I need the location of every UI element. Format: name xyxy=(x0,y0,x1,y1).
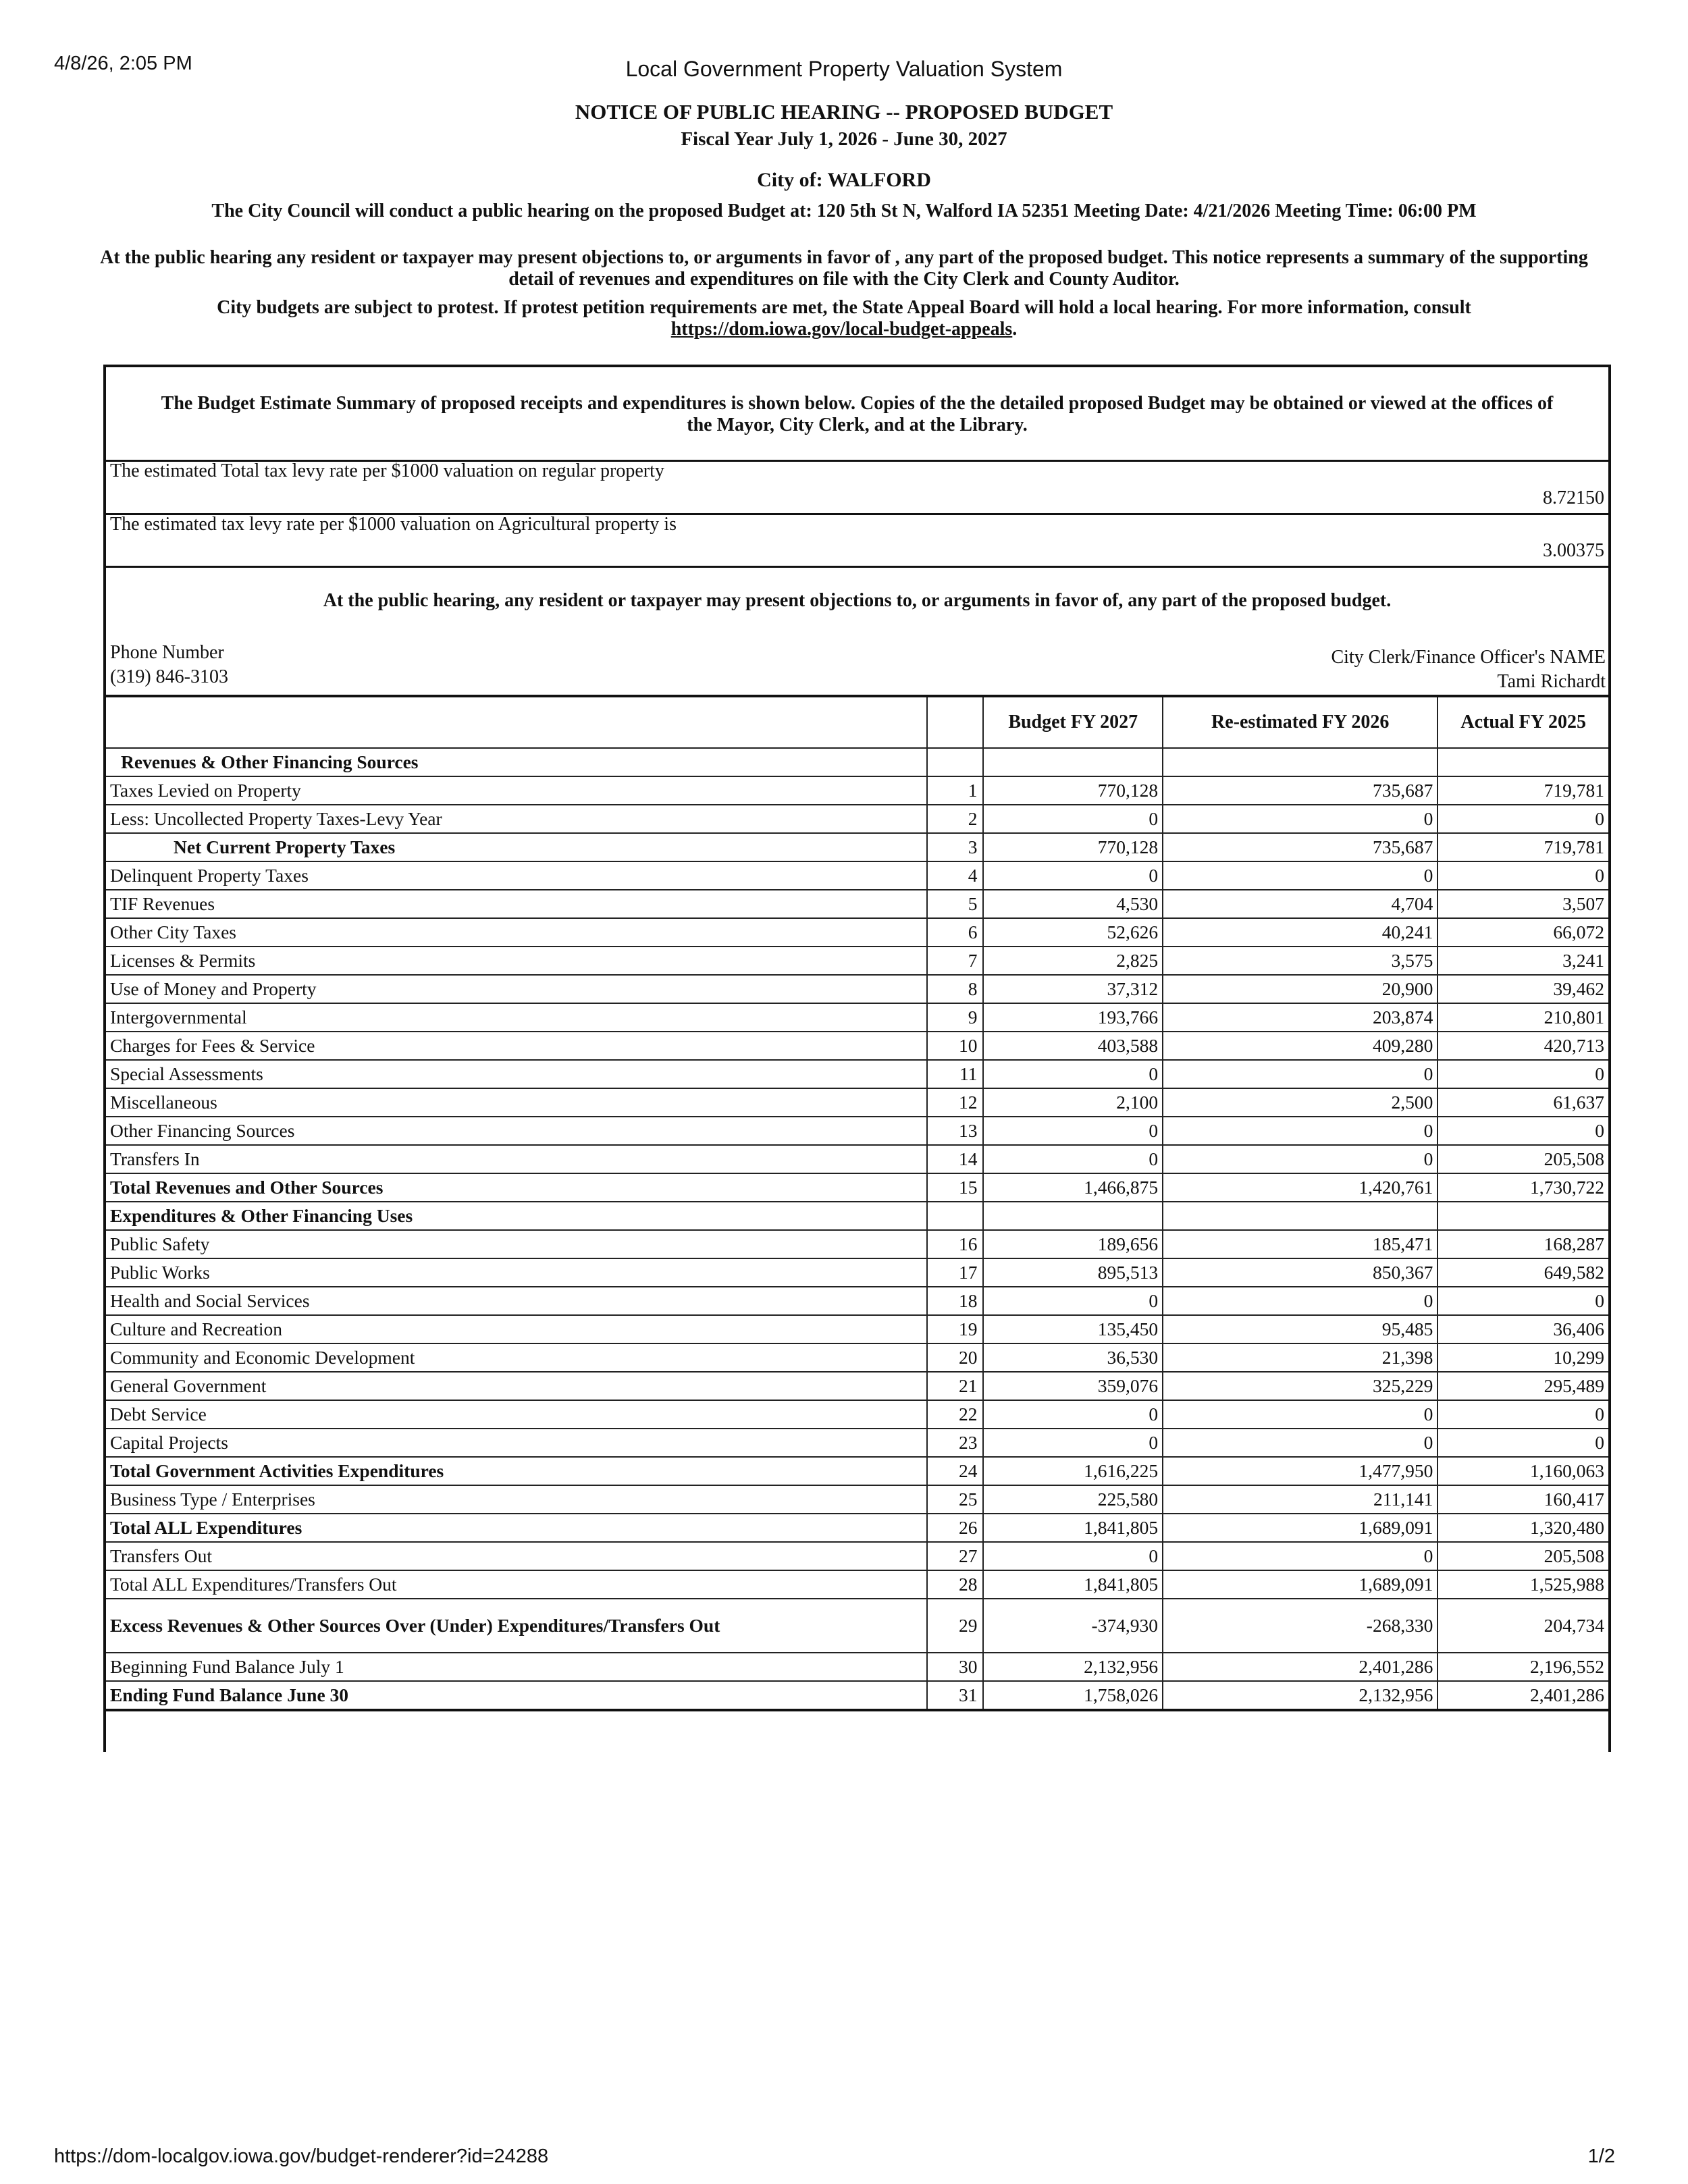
row-line-number: 13 xyxy=(927,1117,984,1145)
row-actual-fy2025: 10,299 xyxy=(1438,1343,1610,1372)
row-line-number: 15 xyxy=(927,1173,984,1202)
row-actual-fy2025: 0 xyxy=(1438,1429,1610,1457)
row-budget-fy2027: 2,132,956 xyxy=(983,1653,1163,1681)
row-budget-fy2027: 2,825 xyxy=(983,947,1163,975)
row-actual-fy2025: 3,507 xyxy=(1438,890,1610,918)
row-line-number: 23 xyxy=(927,1429,984,1457)
row-reestimated-fy2026: 1,420,761 xyxy=(1163,1173,1438,1202)
row-reestimated-fy2026: 735,687 xyxy=(1163,833,1438,861)
row-reestimated-fy2026: 211,141 xyxy=(1163,1485,1438,1514)
row-label: Capital Projects xyxy=(105,1429,927,1457)
row-reestimated-fy2026: 4,704 xyxy=(1163,890,1438,918)
row-line-number: 28 xyxy=(927,1570,984,1599)
row-line-number: 6 xyxy=(927,918,984,947)
row-line-number: 10 xyxy=(927,1032,984,1060)
print-date: 4/8/26, 2:05 PM xyxy=(54,53,192,74)
row-budget-fy2027: 1,758,026 xyxy=(983,1681,1163,1710)
row-budget-fy2027: 189,656 xyxy=(983,1230,1163,1258)
row-budget-fy2027: 1,466,875 xyxy=(983,1173,1163,1202)
row-line-number: 26 xyxy=(927,1514,984,1542)
row-line-number xyxy=(927,1202,984,1230)
row-label: Public Safety xyxy=(105,1230,927,1258)
table-row xyxy=(105,890,1610,918)
row-label: Debt Service xyxy=(105,1400,927,1429)
row-label: Transfers Out xyxy=(105,1542,927,1570)
row-actual-fy2025: 205,508 xyxy=(1438,1542,1610,1570)
row-reestimated-fy2026: 0 xyxy=(1163,1429,1438,1457)
ag-levy-label: The estimated tax levy rate per $1000 valuation on Agricultural property is xyxy=(110,514,677,535)
row-budget-fy2027: -374,930 xyxy=(983,1599,1163,1653)
row-label: Transfers In xyxy=(105,1145,927,1173)
row-actual-fy2025: 1,320,480 xyxy=(1438,1514,1610,1542)
row-budget-fy2027: 359,076 xyxy=(983,1372,1163,1400)
row-actual-fy2025: 210,801 xyxy=(1438,1003,1610,1032)
row-line-number: 1 xyxy=(927,776,984,805)
row-reestimated-fy2026: 1,689,091 xyxy=(1163,1514,1438,1542)
row-budget-fy2027: 36,530 xyxy=(983,1343,1163,1372)
header-budget: Budget FY 2027 xyxy=(983,696,1163,748)
row-budget-fy2027: 0 xyxy=(983,1117,1163,1145)
row-reestimated-fy2026 xyxy=(1163,1202,1438,1230)
row-reestimated-fy2026: 0 xyxy=(1163,1145,1438,1173)
table-row xyxy=(105,1542,1610,1570)
row-line-number: 25 xyxy=(927,1485,984,1514)
row-reestimated-fy2026: 0 xyxy=(1163,1287,1438,1315)
row-label: Special Assessments xyxy=(105,1060,927,1088)
row-line-number: 18 xyxy=(927,1287,984,1315)
header-reestimated: Re-estimated FY 2026 xyxy=(1163,696,1438,748)
hearing-details: The City Council will conduct a public hearing on the proposed Budget at: 120 5th St N, Walford IA 52351 Meeting Date: 4/21/2026 Meeting Time: 06:00 PM xyxy=(211,201,1477,221)
row-label: TIF Revenues xyxy=(105,890,927,918)
table-row xyxy=(105,1400,1610,1429)
divider xyxy=(106,566,1608,568)
row-actual-fy2025 xyxy=(1438,748,1610,776)
row-reestimated-fy2026: 2,132,956 xyxy=(1163,1681,1438,1710)
row-reestimated-fy2026: 0 xyxy=(1163,805,1438,833)
row-budget-fy2027: 135,450 xyxy=(983,1315,1163,1343)
row-label: Other Financing Sources xyxy=(105,1117,927,1145)
row-line-number: 7 xyxy=(927,947,984,975)
row-line-number: 19 xyxy=(927,1315,984,1343)
row-line-number: 11 xyxy=(927,1060,984,1088)
row-reestimated-fy2026: 0 xyxy=(1163,1117,1438,1145)
budget-table xyxy=(103,695,1611,1711)
row-budget-fy2027: 225,580 xyxy=(983,1485,1163,1514)
row-line-number: 12 xyxy=(927,1088,984,1117)
table-row xyxy=(105,1287,1610,1315)
table-row xyxy=(105,748,1610,776)
table-row xyxy=(105,1060,1610,1088)
row-reestimated-fy2026: 20,900 xyxy=(1163,975,1438,1003)
protest-notice xyxy=(81,297,1607,340)
table-row xyxy=(105,1145,1610,1173)
header-line-no xyxy=(927,696,984,748)
row-actual-fy2025: 0 xyxy=(1438,861,1610,890)
row-budget-fy2027: 2,100 xyxy=(983,1088,1163,1117)
row-line-number: 5 xyxy=(927,890,984,918)
row-budget-fy2027: 0 xyxy=(983,1429,1163,1457)
header-actual: Actual FY 2025 xyxy=(1438,696,1610,748)
row-line-number xyxy=(927,748,984,776)
row-line-number: 21 xyxy=(927,1372,984,1400)
row-budget-fy2027: 4,530 xyxy=(983,890,1163,918)
row-label: Intergovernmental xyxy=(105,1003,927,1032)
table-row xyxy=(105,918,1610,947)
row-label: Less: Uncollected Property Taxes-Levy Year xyxy=(105,805,927,833)
row-line-number: 8 xyxy=(927,975,984,1003)
row-label: Charges for Fees & Service xyxy=(105,1032,927,1060)
row-actual-fy2025: 1,730,722 xyxy=(1438,1173,1610,1202)
row-reestimated-fy2026: 409,280 xyxy=(1163,1032,1438,1060)
row-budget-fy2027 xyxy=(983,748,1163,776)
row-actual-fy2025: 420,713 xyxy=(1438,1032,1610,1060)
row-actual-fy2025: 2,196,552 xyxy=(1438,1653,1610,1681)
row-line-number: 16 xyxy=(927,1230,984,1258)
hearing-reminder: At the public hearing, any resident or taxpayer may present objections to, or arguments in favor of, any part of the proposed budget. xyxy=(323,590,1392,611)
row-label: Culture and Recreation xyxy=(105,1315,927,1343)
city-line: City of: WALFORD xyxy=(757,169,931,191)
row-actual-fy2025: 295,489 xyxy=(1438,1372,1610,1400)
table-body xyxy=(105,748,1610,1710)
protest-text: City budgets are subject to protest. If protest petition requirements are met, the State Appeal Board will hold a local hearing. For more information, consult xyxy=(217,297,1471,318)
table-row xyxy=(105,1599,1610,1653)
row-line-number: 31 xyxy=(927,1681,984,1710)
phone-label: Phone Number xyxy=(110,642,224,663)
table-row xyxy=(105,1230,1610,1258)
row-actual-fy2025: 66,072 xyxy=(1438,918,1610,947)
row-line-number: 27 xyxy=(927,1542,984,1570)
row-line-number: 30 xyxy=(927,1653,984,1681)
row-reestimated-fy2026: 0 xyxy=(1163,1060,1438,1088)
row-label: Total Revenues and Other Sources xyxy=(105,1173,927,1202)
row-reestimated-fy2026: 95,485 xyxy=(1163,1315,1438,1343)
row-budget-fy2027: 895,513 xyxy=(983,1258,1163,1287)
row-line-number: 24 xyxy=(927,1457,984,1485)
system-title: Local Government Property Valuation System xyxy=(625,57,1063,81)
row-label: Other City Taxes xyxy=(105,918,927,947)
row-reestimated-fy2026: 2,401,286 xyxy=(1163,1653,1438,1681)
row-budget-fy2027: 0 xyxy=(983,1287,1163,1315)
row-reestimated-fy2026: 1,477,950 xyxy=(1163,1457,1438,1485)
notice-title: NOTICE OF PUBLIC HEARING -- PROPOSED BUDGET xyxy=(575,100,1113,124)
row-reestimated-fy2026: 185,471 xyxy=(1163,1230,1438,1258)
row-label: Net Current Property Taxes xyxy=(105,833,927,861)
table-row xyxy=(105,1117,1610,1145)
row-budget-fy2027 xyxy=(983,1202,1163,1230)
ag-levy-value: 3.00375 xyxy=(1543,540,1604,561)
protest-end: . xyxy=(1012,319,1018,340)
table-row xyxy=(105,1514,1610,1542)
table-row xyxy=(105,833,1610,861)
row-label: Licenses & Permits xyxy=(105,947,927,975)
phone-number: (319) 846-3103 xyxy=(110,666,228,687)
row-label: Revenues & Other Financing Sources xyxy=(105,748,927,776)
table-row xyxy=(105,1570,1610,1599)
row-reestimated-fy2026: 735,687 xyxy=(1163,776,1438,805)
row-label: Delinquent Property Taxes xyxy=(105,861,927,890)
table-row xyxy=(105,1173,1610,1202)
row-budget-fy2027: 1,841,805 xyxy=(983,1570,1163,1599)
row-reestimated-fy2026: 325,229 xyxy=(1163,1372,1438,1400)
row-budget-fy2027: 52,626 xyxy=(983,918,1163,947)
row-label: Health and Social Services xyxy=(105,1287,927,1315)
row-budget-fy2027: 0 xyxy=(983,1542,1163,1570)
table-row xyxy=(105,1032,1610,1060)
fiscal-year: Fiscal Year July 1, 2026 - June 30, 2027 xyxy=(681,128,1007,150)
row-budget-fy2027: 1,616,225 xyxy=(983,1457,1163,1485)
row-label: Expenditures & Other Financing Uses xyxy=(105,1202,927,1230)
table-row xyxy=(105,1202,1610,1230)
clerk-name: Tami Richardt xyxy=(1497,671,1606,692)
regular-levy-label: The estimated Total tax levy rate per $1000 valuation on regular property xyxy=(110,460,664,481)
row-label: Use of Money and Property xyxy=(105,975,927,1003)
table-row xyxy=(105,1457,1610,1485)
row-reestimated-fy2026: 850,367 xyxy=(1163,1258,1438,1287)
row-actual-fy2025: 719,781 xyxy=(1438,833,1610,861)
row-actual-fy2025 xyxy=(1438,1202,1610,1230)
row-actual-fy2025: 39,462 xyxy=(1438,975,1610,1003)
table-row xyxy=(105,975,1610,1003)
phone-block xyxy=(110,641,228,689)
row-reestimated-fy2026: -268,330 xyxy=(1163,1599,1438,1653)
table-row xyxy=(105,1372,1610,1400)
table-row xyxy=(105,1088,1610,1117)
budget-summary-box xyxy=(103,365,1611,1752)
row-line-number: 22 xyxy=(927,1400,984,1429)
row-label: General Government xyxy=(105,1372,927,1400)
row-budget-fy2027: 0 xyxy=(983,805,1163,833)
row-budget-fy2027: 0 xyxy=(983,861,1163,890)
row-budget-fy2027: 37,312 xyxy=(983,975,1163,1003)
row-reestimated-fy2026: 3,575 xyxy=(1163,947,1438,975)
row-reestimated-fy2026: 40,241 xyxy=(1163,918,1438,947)
row-reestimated-fy2026: 2,500 xyxy=(1163,1088,1438,1117)
row-line-number: 2 xyxy=(927,805,984,833)
row-actual-fy2025: 36,406 xyxy=(1438,1315,1610,1343)
page-number: 1/2 xyxy=(1587,2146,1615,2167)
row-label: Business Type / Enterprises xyxy=(105,1485,927,1514)
table-row xyxy=(105,1315,1610,1343)
row-label: Total ALL Expenditures xyxy=(105,1514,927,1542)
row-label: Taxes Levied on Property xyxy=(105,776,927,805)
row-budget-fy2027: 770,128 xyxy=(983,833,1163,861)
table-row xyxy=(105,947,1610,975)
row-line-number: 4 xyxy=(927,861,984,890)
row-budget-fy2027: 403,588 xyxy=(983,1032,1163,1060)
row-label: Beginning Fund Balance July 1 xyxy=(105,1653,927,1681)
table-row xyxy=(105,1485,1610,1514)
clerk-block xyxy=(1331,645,1606,694)
row-line-number: 14 xyxy=(927,1145,984,1173)
table-row xyxy=(105,1653,1610,1681)
row-label: Total Government Activities Expenditures xyxy=(105,1457,927,1485)
row-actual-fy2025: 204,734 xyxy=(1438,1599,1610,1653)
row-actual-fy2025: 205,508 xyxy=(1438,1145,1610,1173)
row-actual-fy2025: 719,781 xyxy=(1438,776,1610,805)
table-header-row xyxy=(105,696,1610,748)
row-reestimated-fy2026: 203,874 xyxy=(1163,1003,1438,1032)
regular-levy-value: 8.72150 xyxy=(1543,487,1604,508)
header-label xyxy=(105,696,927,748)
row-line-number: 9 xyxy=(927,1003,984,1032)
table-row xyxy=(105,805,1610,833)
appeals-link[interactable]: https://dom.iowa.gov/local-budget-appeals xyxy=(670,319,1013,340)
row-line-number: 3 xyxy=(927,833,984,861)
row-actual-fy2025: 649,582 xyxy=(1438,1258,1610,1287)
row-line-number: 20 xyxy=(927,1343,984,1372)
row-reestimated-fy2026: 0 xyxy=(1163,1542,1438,1570)
row-actual-fy2025: 0 xyxy=(1438,1287,1610,1315)
row-actual-fy2025: 160,417 xyxy=(1438,1485,1610,1514)
row-actual-fy2025: 0 xyxy=(1438,805,1610,833)
row-reestimated-fy2026: 0 xyxy=(1163,861,1438,890)
row-label: Excess Revenues & Other Sources Over (Under) Expenditures/Transfers Out xyxy=(105,1599,927,1653)
table-row xyxy=(105,776,1610,805)
clerk-label: City Clerk/Finance Officer's NAME xyxy=(1331,647,1606,668)
row-budget-fy2027: 770,128 xyxy=(983,776,1163,805)
row-actual-fy2025: 3,241 xyxy=(1438,947,1610,975)
footer-url: https://dom-localgov.iowa.gov/budget-renderer?id=24288 xyxy=(54,2146,549,2167)
row-actual-fy2025: 1,525,988 xyxy=(1438,1570,1610,1599)
row-label: Total ALL Expenditures/Transfers Out xyxy=(105,1570,927,1599)
table-row xyxy=(105,1258,1610,1287)
row-actual-fy2025: 61,637 xyxy=(1438,1088,1610,1117)
row-label: Miscellaneous xyxy=(105,1088,927,1117)
row-label: Ending Fund Balance June 30 xyxy=(105,1681,927,1710)
row-budget-fy2027: 0 xyxy=(983,1060,1163,1088)
table-row xyxy=(105,861,1610,890)
row-line-number: 17 xyxy=(927,1258,984,1287)
summary-intro: The Budget Estimate Summary of proposed receipts and expenditures is shown below. Copies of the the detailed proposed Budget may be obtained or viewed at the offices of the Mayor, City Clerk, and at the Library. xyxy=(161,393,1554,435)
row-budget-fy2027: 1,841,805 xyxy=(983,1514,1163,1542)
row-actual-fy2025: 168,287 xyxy=(1438,1230,1610,1258)
table-row xyxy=(105,1429,1610,1457)
row-reestimated-fy2026 xyxy=(1163,748,1438,776)
row-budget-fy2027: 193,766 xyxy=(983,1003,1163,1032)
row-actual-fy2025: 1,160,063 xyxy=(1438,1457,1610,1485)
row-actual-fy2025: 0 xyxy=(1438,1060,1610,1088)
row-reestimated-fy2026: 1,689,091 xyxy=(1163,1570,1438,1599)
table-row xyxy=(105,1003,1610,1032)
table-row xyxy=(105,1343,1610,1372)
row-actual-fy2025: 0 xyxy=(1438,1117,1610,1145)
row-label: Public Works xyxy=(105,1258,927,1287)
row-budget-fy2027: 0 xyxy=(983,1400,1163,1429)
row-line-number: 29 xyxy=(927,1599,984,1653)
row-reestimated-fy2026: 21,398 xyxy=(1163,1343,1438,1372)
row-actual-fy2025: 2,401,286 xyxy=(1438,1681,1610,1710)
row-budget-fy2027: 0 xyxy=(983,1145,1163,1173)
row-label: Community and Economic Development xyxy=(105,1343,927,1372)
row-actual-fy2025: 0 xyxy=(1438,1400,1610,1429)
table-row xyxy=(105,1681,1610,1710)
row-reestimated-fy2026: 0 xyxy=(1163,1400,1438,1429)
objection-notice: At the public hearing any resident or taxpayer may present objections to, or arguments in favor of , any part of the proposed budget. This notice represents a summary of the supporting detail of revenues and expenditures on file with the City Clerk and County Auditor. xyxy=(100,247,1588,290)
